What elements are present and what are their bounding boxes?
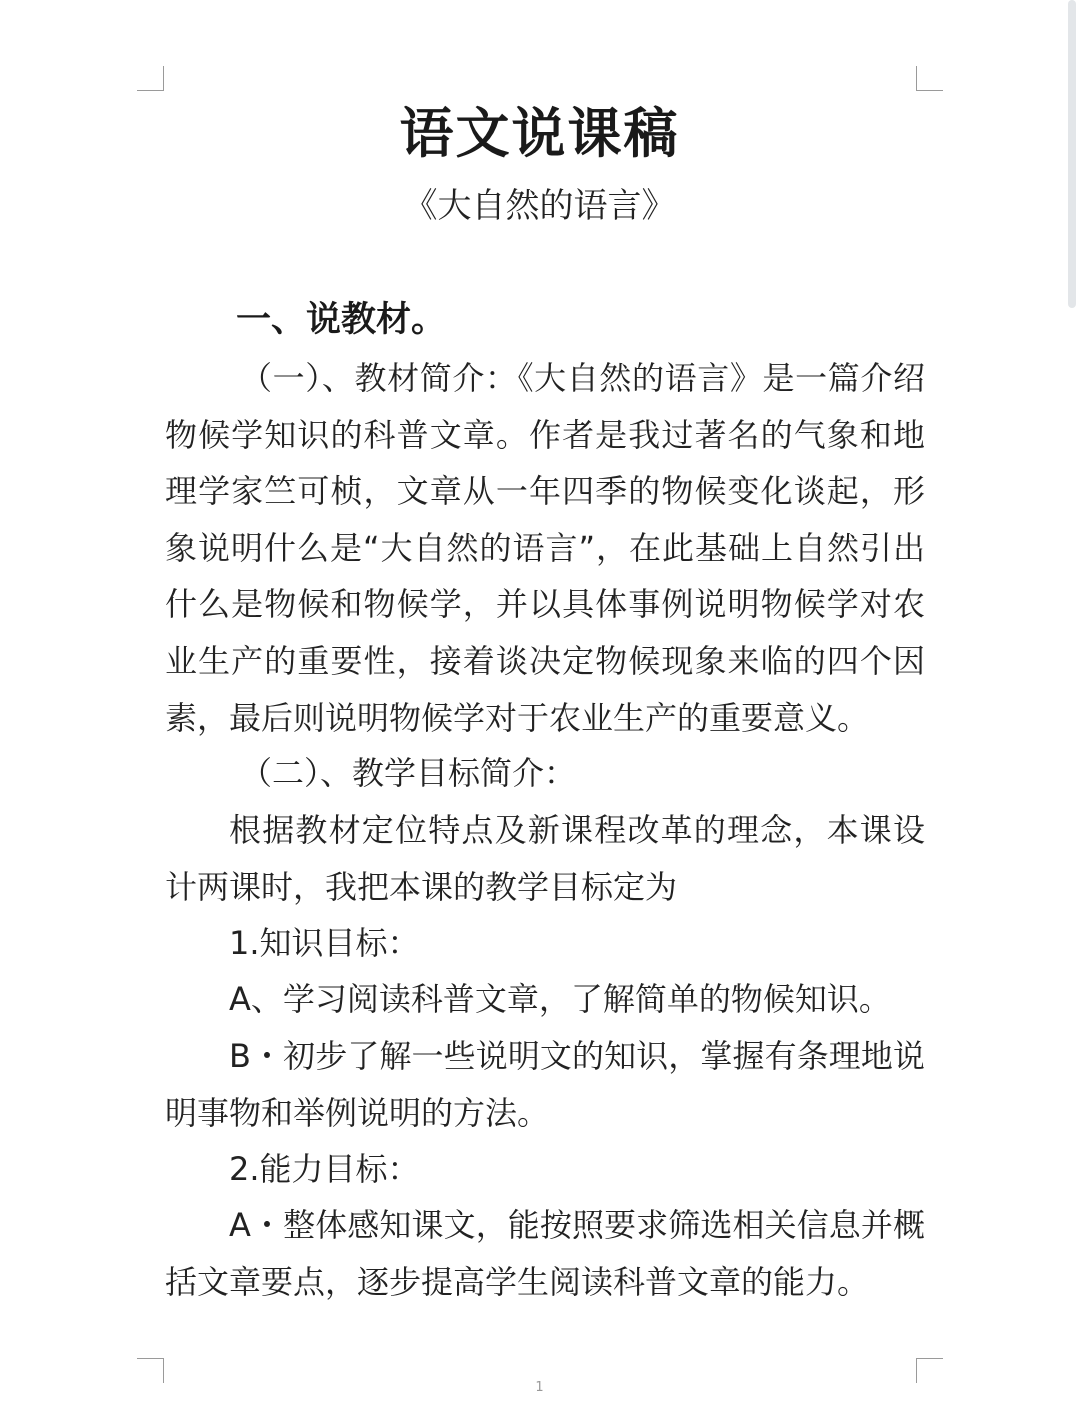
- page-number: 1: [535, 1380, 544, 1395]
- paragraph-goal-a: A、学习阅读科普文章，了解简单的物候知识。: [229, 980, 891, 1018]
- scrollbar-thumb[interactable]: [1068, 0, 1076, 308]
- document-title: 语文说课稿: [399, 102, 680, 165]
- paragraph-textbook-intro: （一）、教材简介：《大自然的语言》是一篇介绍物候学知识的科普文章。作者是我过著名的气象和地理学家竺可桢，文章从一年四季的物候变化谈起，形象说明什么是“大自然的语言”，在此基础上自然引出什么是物候和物候学，并以具体事例说明物候学对农业生产的重要性，接着谈决定物候现象来临的四个因素，最后则说明物候学对于农业生产的重要意义。: [165, 359, 925, 737]
- paragraph-teaching-goals-heading: （二）、教学目标简介：: [240, 754, 577, 792]
- paragraph-goal-b: B・初步了解一些说明文的知识，掌握有条理地说明事物和举例说明的方法。: [165, 1037, 925, 1132]
- crop-mark-top-left: [137, 66, 164, 91]
- paragraph-teaching-goals-intro: 根据教材定位特点及新课程改革的理念，本课设计两课时，我把本课的教学目标定为: [165, 811, 925, 906]
- paragraph-ability-goal: 2.能力目标：: [229, 1150, 420, 1188]
- crop-mark-top-right: [916, 66, 943, 91]
- document-subtitle: 《大自然的语言》: [403, 186, 676, 226]
- paragraph-knowledge-goal: 1.知识目标：: [229, 924, 420, 962]
- vertical-scrollbar[interactable]: [1065, 0, 1079, 1410]
- section-heading: 一、说教材。: [236, 300, 447, 340]
- paragraph-ability-goal-a: A・整体感知课文，能按照要求筛选相关信息并概括文章要点，逐步提高学生阅读科普文章的能力。: [165, 1206, 925, 1301]
